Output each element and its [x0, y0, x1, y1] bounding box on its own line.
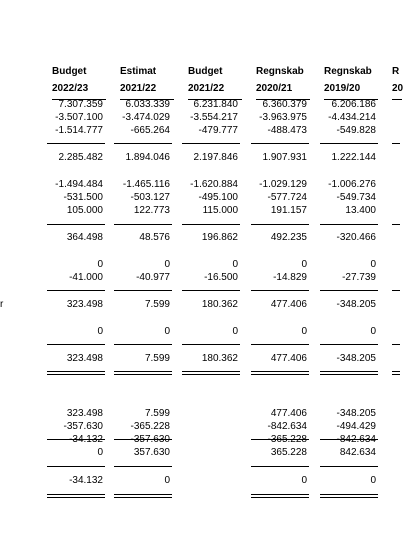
table-cell: 1.907.931	[262, 152, 307, 163]
column-header-title: Estimat	[120, 66, 157, 77]
sum-underline	[320, 224, 378, 225]
column-header-title: Regnskab	[324, 66, 372, 77]
column-header-period: 2021/22	[120, 83, 157, 94]
table-cell: 477.406	[270, 299, 307, 310]
table-cell: 0	[97, 326, 103, 337]
column-header	[324, 63, 372, 97]
table-cell: -357.630	[130, 434, 170, 445]
table-cell: 7.599	[144, 408, 170, 419]
sum-underline	[114, 143, 172, 144]
table-cell: -495.100	[198, 192, 238, 203]
table-cell: -1.465.116	[122, 179, 170, 190]
table-cell: 0	[164, 475, 170, 486]
table-cell: -14.829	[273, 272, 307, 283]
sum-underline	[251, 466, 309, 467]
table-cell: 0	[301, 326, 307, 337]
table-cell: 7.599	[144, 353, 170, 364]
table-cell: 323.498	[66, 299, 103, 310]
double-underline	[392, 371, 400, 375]
table-cell: 323.498	[66, 408, 103, 419]
table-cell: -549.828	[336, 125, 376, 136]
table-cell: 0	[232, 259, 238, 270]
table-cell: -577.724	[267, 192, 307, 203]
table-cell: -842.634	[267, 421, 307, 432]
table-cell: -41.000	[69, 272, 103, 283]
column-header	[188, 63, 224, 97]
sum-underline	[320, 439, 378, 440]
table-cell: 0	[164, 326, 170, 337]
double-underline	[320, 371, 378, 375]
sum-underline	[47, 290, 105, 291]
double-underline	[47, 494, 105, 498]
table-cell: 0	[301, 475, 307, 486]
table-cell: 13.400	[345, 205, 376, 216]
sum-underline	[47, 466, 105, 467]
table-cell: -348.205	[336, 408, 376, 419]
table-cell: 2.285.482	[58, 152, 103, 163]
table-cell: 7.307.359	[58, 99, 103, 110]
table-cell: -494.429	[336, 421, 376, 432]
sum-underline	[320, 344, 378, 345]
table-cell: 115.000	[202, 205, 238, 216]
table-cell: 0	[232, 326, 238, 337]
column-header-title: Budget	[52, 66, 87, 77]
table-cell: -348.205	[336, 299, 376, 310]
column-header	[256, 63, 304, 97]
sum-underline	[182, 344, 240, 345]
table-cell: -503.127	[130, 192, 170, 203]
double-underline	[114, 371, 172, 375]
column-header	[52, 63, 88, 97]
column-header-title: Budget	[188, 66, 223, 77]
table-cell: -365.228	[130, 421, 170, 432]
sum-underline	[251, 344, 309, 345]
double-underline	[47, 371, 105, 375]
column-header-period: 2019/20	[324, 83, 361, 94]
sum-underline	[47, 439, 105, 440]
column-header	[392, 63, 403, 97]
sum-underline	[47, 143, 105, 144]
table-cell: -27.739	[342, 272, 376, 283]
table-cell: -665.264	[130, 125, 170, 136]
sum-underline	[392, 224, 400, 225]
table-cell: 2.197.846	[193, 152, 238, 163]
table-cell: -3.554.217	[190, 112, 238, 123]
table-cell: 477.406	[270, 408, 307, 419]
column-header-title: R	[392, 66, 400, 77]
sum-underline	[320, 466, 378, 467]
table-cell: -479.777	[198, 125, 238, 136]
column-header-period: 2020/21	[256, 83, 293, 94]
table-cell: -3.963.975	[259, 112, 307, 123]
column-header	[120, 63, 156, 97]
table-cell: 365.228	[270, 447, 307, 458]
table-cell: -1.029.129	[259, 179, 307, 190]
table-cell: 0	[97, 259, 103, 270]
sum-underline	[392, 143, 400, 144]
double-underline	[114, 494, 172, 498]
column-header-period: 2022/23	[52, 83, 89, 94]
table-cell: 0	[370, 475, 376, 486]
table-cell: 6.231.840	[193, 99, 238, 110]
sum-underline	[182, 224, 240, 225]
sum-underline	[114, 466, 172, 467]
double-underline	[320, 494, 378, 498]
table-cell: 196.862	[201, 232, 238, 243]
table-cell: 180.362	[201, 353, 238, 364]
sum-underline	[251, 290, 309, 291]
table-cell: -842.634	[336, 434, 376, 445]
table-cell: -4.434.214	[328, 112, 376, 123]
column-header-title: Regnskab	[256, 66, 304, 77]
table-cell: 357.630	[133, 447, 170, 458]
sum-underline	[114, 290, 172, 291]
table-cell: 477.406	[270, 353, 307, 364]
table-cell: -365.228	[267, 434, 307, 445]
table-cell: -34.132	[69, 475, 103, 486]
sum-underline	[251, 224, 309, 225]
table-cell: -3.474.029	[122, 112, 170, 123]
table-cell: -1.514.777	[55, 125, 103, 136]
sum-underline	[114, 224, 172, 225]
table-cell: 122.773	[133, 205, 170, 216]
row-label-fragment: r	[0, 299, 4, 310]
table-cell: 1.222.144	[331, 152, 376, 163]
table-cell: 180.362	[201, 299, 238, 310]
table-cell: 191.157	[270, 205, 307, 216]
double-underline	[182, 371, 240, 375]
sum-underline	[392, 344, 400, 345]
sum-underline	[182, 143, 240, 144]
table-cell: 0	[370, 259, 376, 270]
table-cell: 0	[370, 326, 376, 337]
double-underline	[251, 371, 309, 375]
table-cell: -348.205	[336, 353, 376, 364]
sum-underline	[47, 224, 105, 225]
table-cell: 48.576	[139, 232, 170, 243]
sum-underline	[114, 439, 172, 440]
table-cell: -488.473	[267, 125, 307, 136]
column-header-period: 20	[392, 83, 403, 94]
double-underline	[251, 494, 309, 498]
sum-underline	[251, 439, 309, 440]
table-cell: -549.734	[336, 192, 376, 203]
table-cell: 1.894.046	[125, 152, 170, 163]
table-cell: -320.466	[336, 232, 376, 243]
table-cell: 7.599	[144, 299, 170, 310]
header-underline	[392, 99, 402, 100]
sum-underline	[320, 290, 378, 291]
table-cell: 6.033.339	[125, 99, 170, 110]
table-cell: -1.494.484	[55, 179, 103, 190]
table-cell: -531.500	[63, 192, 103, 203]
table-cell: -357.630	[63, 421, 103, 432]
sum-underline	[114, 344, 172, 345]
table-cell: 0	[97, 447, 103, 458]
table-cell: -40.977	[136, 272, 170, 283]
column-header-period: 2021/22	[188, 83, 225, 94]
table-cell: 492.235	[270, 232, 307, 243]
sum-underline	[47, 344, 105, 345]
table-cell: -3.507.100	[55, 112, 103, 123]
sum-underline	[320, 143, 378, 144]
table-cell: 6.206.186	[331, 99, 376, 110]
sum-underline	[182, 290, 240, 291]
table-cell: 842.634	[339, 447, 376, 458]
table-cell: 0	[164, 259, 170, 270]
sum-underline	[251, 143, 309, 144]
table-cell: -34.132	[69, 434, 103, 445]
table-cell: 0	[301, 259, 307, 270]
table-cell: 6.360.379	[262, 99, 307, 110]
table-cell: -1.620.884	[190, 179, 238, 190]
table-cell: 323.498	[66, 353, 103, 364]
table-cell: 364.498	[66, 232, 103, 243]
table-cell: -16.500	[204, 272, 238, 283]
table-cell: -1.006.276	[328, 179, 376, 190]
sum-underline	[392, 290, 400, 291]
table-cell: 105.000	[66, 205, 103, 216]
